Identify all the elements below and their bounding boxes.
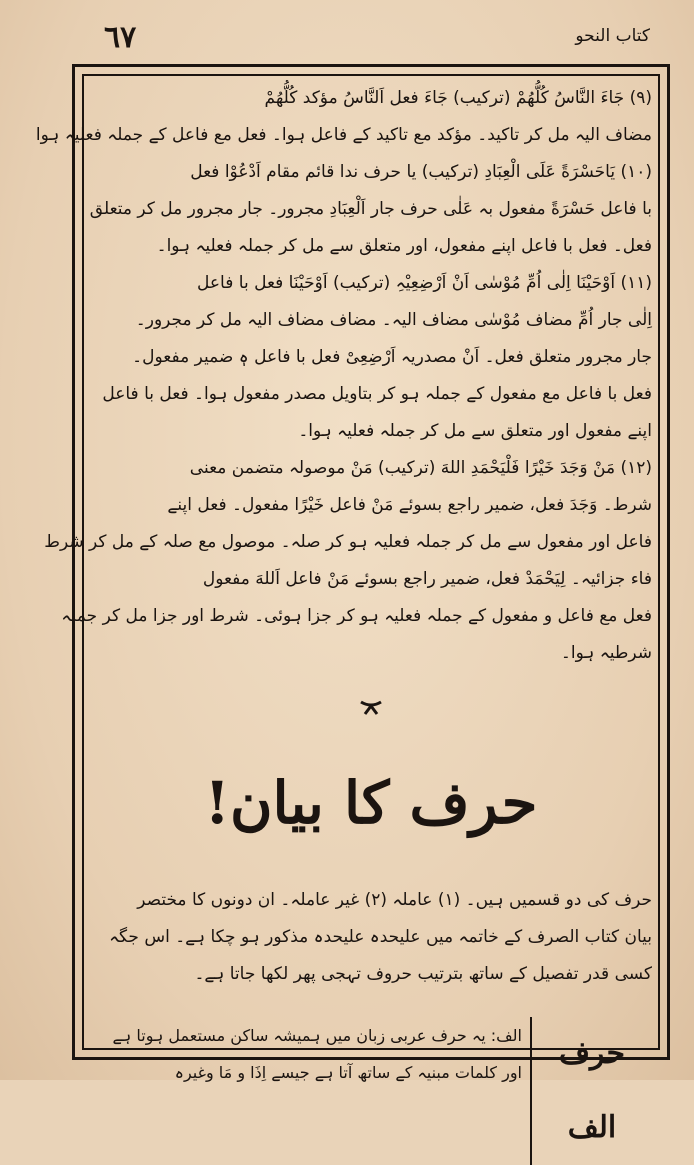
page-number: ٦٧ [104, 20, 137, 55]
text-line: (١٢) مَنْ وَجَدَ خَیْرًا فَلْیَحْمَدِ اللهَ (ترکیب) مَنْ موصولہ متضمن معنی [189, 458, 652, 478]
intro-paragraph [90, 882, 652, 993]
letter-heading: حرف الف [530, 1017, 652, 1165]
paragraph-example-11 [90, 265, 652, 450]
text-line: اور کلمات مبنیہ کے ساتھ آتا ہے جیسے اِذَا و مَا وغیرہ [174, 1063, 522, 1082]
text-line: جار مجرور متعلق فعل۔ اَنْ مصدریہ اَرْضِعِیْ فعل با فاعل ہٖ ضمیر مفعول۔ [132, 347, 652, 367]
text-line: شرطیہ ہوا۔ [560, 643, 652, 663]
text-line: (١٠) یَاحَسْرَةً عَلَی الْعِبَادِ (ترکیب) یا حرف ندا قائم مقام اَدْعُوْا فعل [190, 162, 652, 182]
text-line: فاء جزائیہ۔ لِیَحْمَدْ فعل، ضمیر راجع بسوئے مَنْ فاعل اَللهَ مفعول [202, 569, 652, 589]
text-line: فعل مع فاعل و مفعول کے جملہ فعلیہ ہو کر جزا ہوئی۔ شرط اور جزا مل کر جملہ [61, 606, 652, 626]
text-line: (١١) اَوْحَیْنَا اِلٰی اُمِّ مُوْسٰی اَنْ اَرْضِعِیْہِ (ترکیب) اَوْحَیْنَا فعل با فاعل [197, 273, 652, 293]
text-line: فعل با فاعل مع مفعول کے جملہ ہو کر بتاویل مصدر مفعول ہوا۔ فعل با فاعل [102, 384, 652, 404]
text-line: مضاف الیہ مل کر تاکید۔ مؤکد مع تاکید کے فاعل ہوا۔ فعل مع فاعل کے جملہ فعلیہ ہوا [35, 125, 652, 145]
text-line: الف: یہ حرف عربی زبان میں ہمیشہ ساکن مستعمل ہوتا ہے [112, 1026, 522, 1045]
letter-entry [90, 1017, 652, 1165]
text-line: فعل۔ فعل با فاعل اپنے مفعول، اور متعلق سے مل کر جملہ فعلیہ ہوا۔ [156, 236, 652, 256]
text-line: بیان کتاب الصرف کے خاتمہ میں علیحدہ علیحدہ مذکور ہو چکا ہے۔ اس جگہ [109, 927, 652, 947]
text-line: حرف کی دو قسمیں ہیں۔ (١) عاملہ (٢) غیر عاملہ۔ ان دونوں کا مختصر [137, 890, 652, 910]
text-line: با فاعل حَسْرَةً مفعول بہ عَلٰی حرف جار اَلْعِبَادِ مجرور۔ جار مجرور مل کر متعلق [89, 199, 652, 219]
running-head: کتاب النحو [575, 26, 650, 46]
paragraph-example-12 [44, 450, 652, 672]
text-line: فاعل اور مفعول سے مل کر جملہ فعلیہ ہو کر صلہ۔ موصول مع صلہ کے مل کر شرط [44, 532, 652, 552]
text-line: شرط۔ وَجَدَ فعل، ضمیر راجع بسوئے مَنْ فاعل خَیْرًا مفعول۔ فعل اپنے [167, 495, 652, 515]
section-heading: حرف کا بیان! [204, 769, 538, 837]
letter-description [90, 1017, 530, 1165]
ornament-divider [351, 698, 391, 718]
text-line: اپنے مفعول اور متعلق سے مل کر جملہ فعلیہ ہوا۔ [298, 421, 652, 441]
text-line: کسی قدر تفصیل کے ساتھ بترتیب حروف تہجی پھر لکھا جاتا ہے۔ [194, 964, 652, 984]
text-line: (٩) جَاءَ النَّاسُ کُلُّھُمْ (ترکیب) جَاءَ فعل اَلنَّاسُ مؤکد کُلُّھُمْ [264, 88, 652, 108]
text-line: اِلٰی جار اُمِّ مضاف مُوْسٰی مضاف الیہ۔ مضاف مضاف الیہ مل کر مجرور۔ [135, 310, 652, 330]
ornament-icon [357, 698, 385, 718]
paragraph-example-9-10 [35, 80, 652, 265]
page-content [35, 80, 652, 1145]
